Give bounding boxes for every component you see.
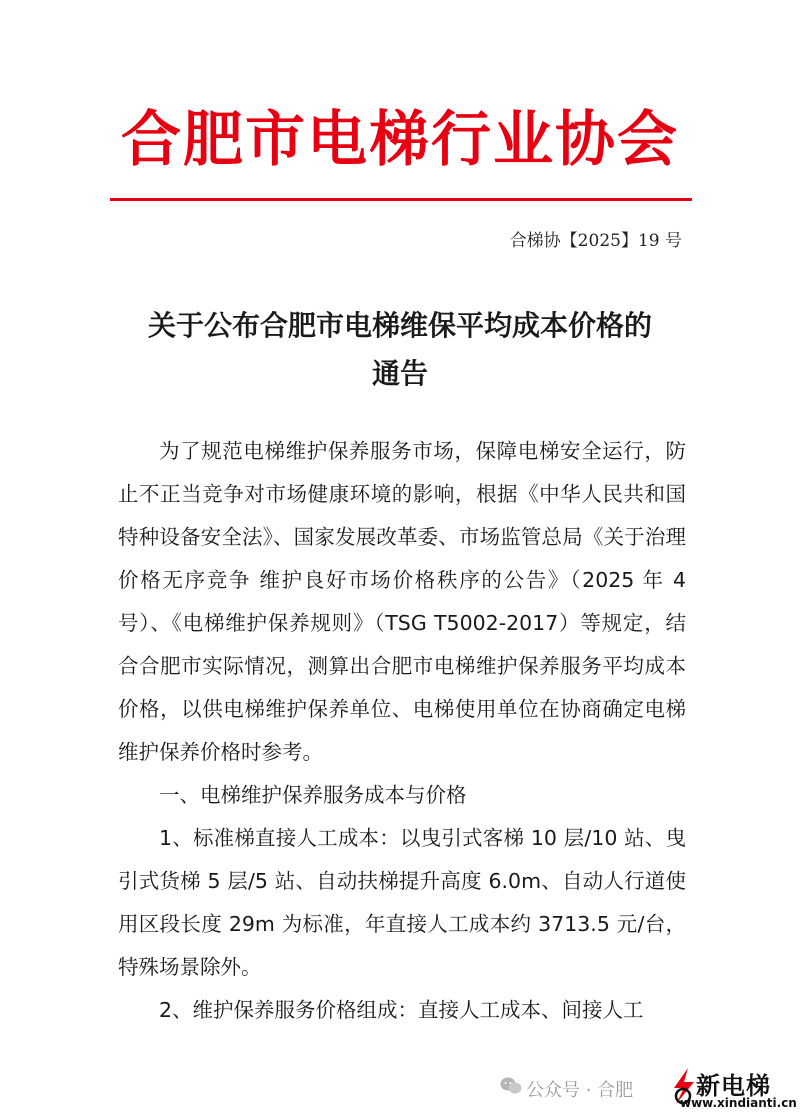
notice-body [118, 430, 686, 1032]
red-divider [110, 198, 692, 201]
notice-title-line1: 关于公布合肥市电梯维保平均成本价格的 [147, 309, 652, 342]
wechat-icon [500, 1076, 522, 1096]
item-1: 1、标准梯直接人工成本：以曳引式客梯 10 层/10 站、曳引式货梯 5 层/5 站、自动扶梯提升高度 6.0m、自动人行道使用区段长度 29m 为标准，年直接人工成本约 3713.5 元/台，特殊场景除外。 [118, 826, 686, 979]
notice-title-line2: 通告 [371, 357, 428, 390]
watermark-source-text: 公众号 · 合肥 [526, 1080, 634, 1101]
section-heading: 一、电梯维护保养服务成本与价格 [159, 783, 467, 807]
document-number: 合梯协【2025】19 号 [509, 231, 682, 251]
watermark-brand: 新电梯 [696, 1072, 771, 1100]
item-2: 2、维护保养服务价格组成：直接人工成本、间接人工 [159, 998, 644, 1022]
org-masthead: 合肥市电梯行业协会 [121, 105, 679, 175]
watermark-url: www.xindianti.cn [680, 1096, 797, 1110]
intro-paragraph: 为了规范电梯维护保养服务市场，保障电梯安全运行，防止不正当竞争对市场健康环境的影响，根据《中华人民共和国特种设备安全法》、国家发展改革委、市场监管总局《关于治理价格无序竞争 维护良好市场价格秩序的公告》（2025 年 4 号）、《电梯维护保养规则》（TSG T5002-2017）等规定，结合合肥市实际情况，测算出合肥市电梯维护保养服务平均成本价格，以供电梯维护保养单位、电梯使用单位在协商确定电梯维护保养价格时参考。 [118, 439, 686, 764]
source-watermark [500, 1066, 800, 1110]
notice-title [60, 302, 740, 398]
